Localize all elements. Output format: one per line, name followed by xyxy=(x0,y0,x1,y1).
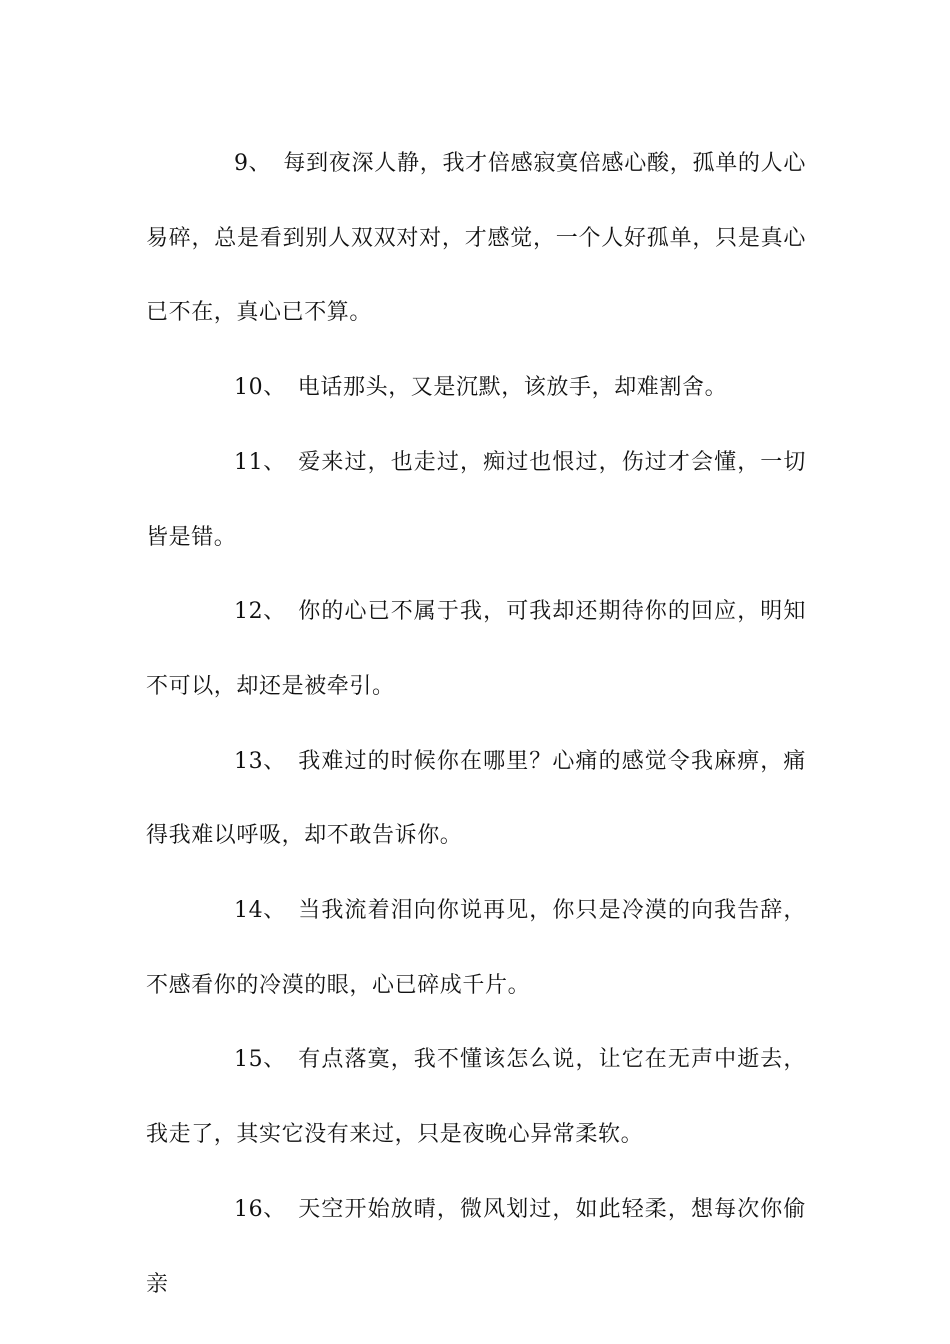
paragraph-number: 16、 xyxy=(234,1196,286,1222)
paragraph-number: 13、 xyxy=(234,748,286,774)
paragraph-16 xyxy=(146,1173,806,1322)
paragraph-number: 15、 xyxy=(234,1047,286,1073)
paragraph-text: 我难过的时候你在哪里？心痛的感觉令我麻痹，痛得我难以呼吸，却不敢告诉你。 xyxy=(146,748,806,849)
paragraph-number: 11、 xyxy=(234,449,286,475)
paragraph-number: 12、 xyxy=(234,599,286,625)
document-body xyxy=(146,127,806,1322)
paragraph-text: 电话那头，又是沉默，该放手，却难割舍。 xyxy=(297,375,728,401)
paragraph-13 xyxy=(146,725,806,874)
paragraph-15 xyxy=(146,1023,806,1172)
paragraph-10 xyxy=(146,351,806,426)
paragraph-text: 你的心已不属于我，可我却还期待你的回应，明知不可以，却还是被牵引。 xyxy=(146,599,806,699)
paragraph-text: 当我流着泪向你说再见，你只是冷漠的向我告辞，不感看你的冷漠的眼，心已碎成千片。 xyxy=(146,898,806,998)
paragraph-number: 10、 xyxy=(234,375,286,401)
paragraph-14 xyxy=(146,874,806,1023)
paragraph-11 xyxy=(146,426,806,575)
paragraph-12 xyxy=(146,575,806,724)
paragraph-number: 14、 xyxy=(234,898,286,924)
paragraph-number: 9、 xyxy=(234,151,272,176)
paragraph-text: 每到夜深人静，我才倍感寂寞倍感心酸，孤单的人心易碎，总是看到别人双双对对，才感觉，一个人好孤单，只是真心已不在，真心已不算。 xyxy=(146,151,806,326)
paragraph-text: 有点落寞，我不懂该怎么说，让它在无声中逝去，我走了，其实它没有来过，只是夜晚心异常柔软。 xyxy=(146,1047,806,1148)
paragraph-9 xyxy=(146,127,806,351)
paragraph-text: 爱来过，也走过，痴过也恨过，伤过才会懂，一切皆是错。 xyxy=(146,449,806,550)
paragraph-text: 天空开始放晴，微风划过，如此轻柔，想每次你偷亲 xyxy=(146,1196,806,1297)
